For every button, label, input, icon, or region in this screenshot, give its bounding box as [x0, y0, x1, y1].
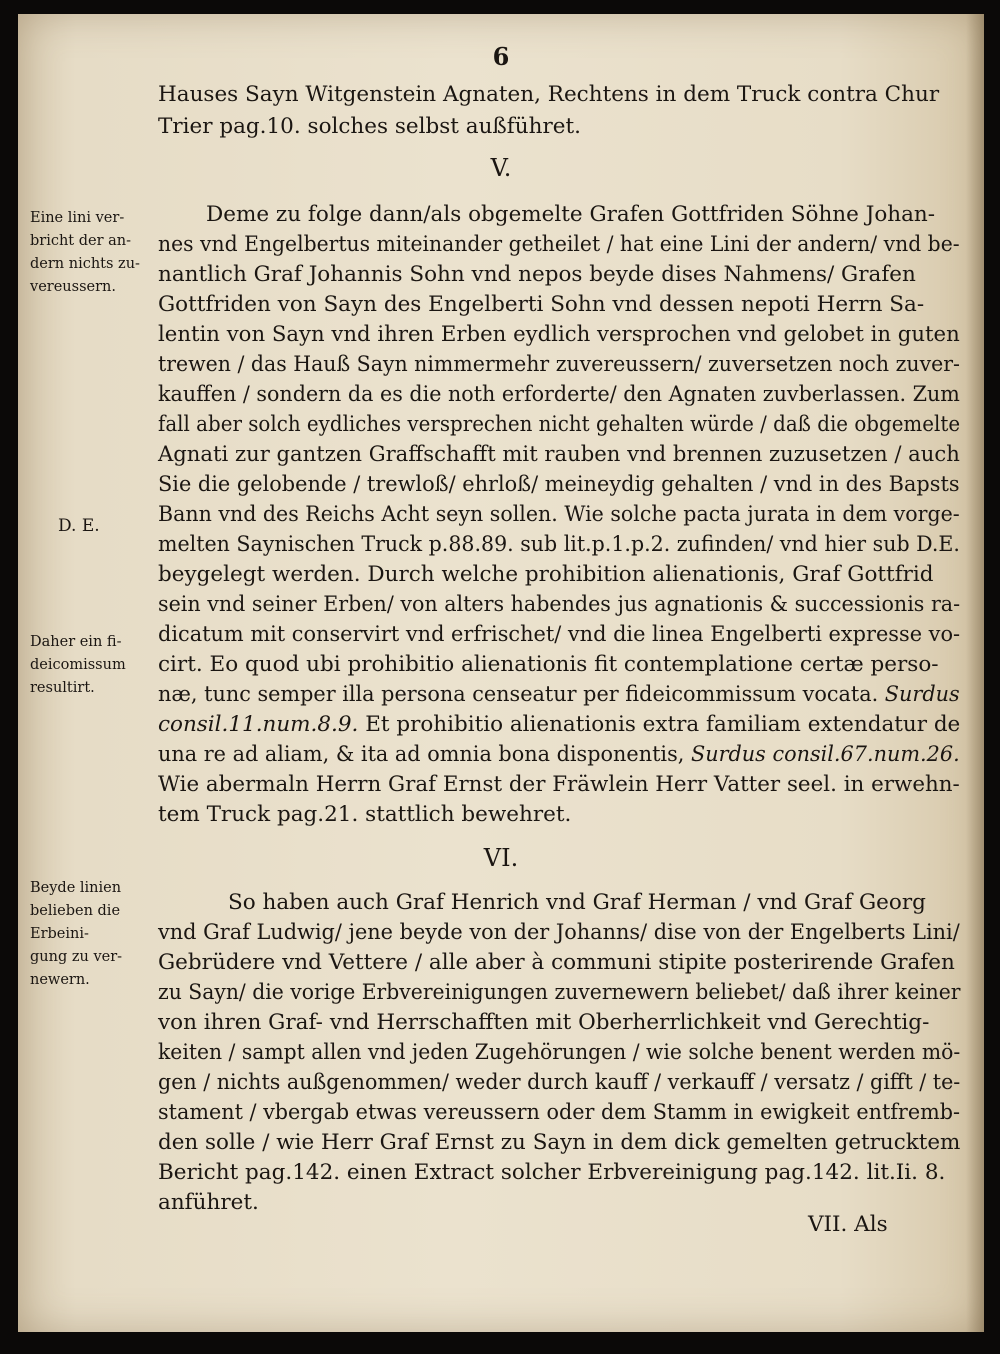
text-line: trewen / das Hauß Sayn nimmermehr zuvereussern/ zuversetzen noch zuver-	[158, 352, 960, 377]
margin-note-line: newern.	[30, 972, 90, 988]
text-line: Agnati zur gantzen Graffschafft mit rauben vnd brennen zuzusetzen / auch	[158, 442, 960, 467]
text-line: tem Truck pag.21. stattlich bewehret.	[158, 802, 572, 827]
text-line: Bericht pag.142. einen Extract solcher Erbvereinigung pag.142. lit.Ii. 8.	[158, 1160, 946, 1185]
text-line	[158, 712, 960, 737]
margin-note-line: D. E.	[58, 516, 100, 536]
text-line: den solle / wie Herr Graf Ernst zu Sayn in dem dick gemelten getrucktem	[158, 1130, 961, 1155]
text-line	[158, 682, 960, 707]
margin-note-line: gung zu ver-	[30, 949, 123, 965]
text-line: sein vnd seiner Erben/ von alters habendes jus agnationis & successionis ra-	[158, 592, 961, 617]
text-line: keiten / sampt allen vnd jeden Zugehörungen / wie solche benent werden mö-	[158, 1040, 961, 1065]
margin-note-line: resultirt.	[30, 680, 95, 696]
text-line: lentin von Sayn vnd ihren Erben eydlich versprochen vnd gelobet in guten	[158, 322, 960, 347]
text-line: beygelegt werden. Durch welche prohibition alienationis, Graf Gottfrid	[158, 562, 934, 587]
text-line: stament / vbergab etwas vereussern oder dem Stamm in ewigkeit entfremb-	[158, 1100, 961, 1125]
section-heading-vi: VI.	[483, 844, 519, 872]
text-line: So haben auch Graf Henrich vnd Graf Herman / vnd Graf Georg	[228, 890, 926, 915]
citation: Surdus consil.67.num.26.	[690, 742, 960, 767]
text-line: kauffen / sondern da es die noth erforderte/ den Agnaten zuvberlassen. Zum	[158, 382, 960, 407]
book-page	[18, 14, 984, 1332]
text-line: Gebrüdere vnd Vettere / alle aber à communi stipite posterirende Grafen	[158, 950, 955, 975]
section-heading-v: V.	[490, 154, 512, 182]
margin-note-line: bricht der an-	[30, 233, 132, 249]
text-line: nantlich Graf Johannis Sohn vnd nepos beyde dises Nahmens/ Grafen	[158, 262, 916, 287]
text-line: melten Saynischen Truck p.88.89. sub lit.p.1.p.2. zufinden/ vnd hier sub D.E.	[158, 532, 960, 557]
margin-note-line: belieben die	[30, 903, 121, 919]
citation: Surdus	[884, 682, 960, 707]
text-line: anführet.	[158, 1190, 259, 1215]
margin-note-line: vereussern.	[30, 279, 116, 295]
margin-note-line: Erbeini-	[30, 926, 89, 942]
text-segment: Et prohibitio alienationis extra familiam extendatur de	[365, 712, 961, 737]
citation: consil.11.num.8.9.	[158, 712, 359, 737]
catchword: VII. Als	[808, 1212, 888, 1237]
text-line: Sie die gelobende / trewloß/ ehrloß/ meineydig gehalten / vnd in des Bapsts	[158, 472, 960, 497]
text-line: Wie abermaln Herrn Graf Ernst der Fräwlein Herr Vatter seel. in erwehn-	[158, 772, 960, 797]
text-line: Hauses Sayn Witgenstein Agnaten, Rechtens in dem Truck contra Chur	[158, 82, 940, 107]
text-line: gen / nichts außgenommen/ weder durch kauff / verkauff / versatz / gifft / te-	[158, 1070, 961, 1095]
margin-note-line: Daher ein fi-	[30, 634, 122, 650]
page-number: 6	[492, 42, 510, 71]
margin-note-line: deicomissum	[30, 657, 126, 673]
text-line: fall aber solch eydliches versprechen nicht gehalten würde / daß die obgemelte	[158, 412, 961, 437]
text-line: zu Sayn/ die vorige Erbvereinigungen zuvernewern beliebet/ daß ihrer keiner	[158, 980, 961, 1005]
text-line: von ihren Graf- vnd Herrschafften mit Oberherrlichkeit vnd Gerechtig-	[158, 1010, 930, 1035]
text-line: vnd Graf Ludwig/ jene beyde von der Johanns/ dise von der Engelberts Lini/	[158, 920, 960, 945]
margin-note-line: dern nichts zu-	[30, 256, 140, 272]
margin-note-line: Beyde linien	[30, 880, 122, 896]
text-segment: una re ad aliam, & ita ad omnia bona disponentis,	[158, 742, 685, 767]
text-line: Deme zu folge dann/als obgemelte Grafen Gottfriden Söhne Johan-	[206, 202, 936, 227]
text-line: cirt. Eo quod ubi prohibitio alienationis fit contemplatione certæ perso-	[158, 652, 939, 677]
margin-note-line: Eine lini ver-	[30, 210, 125, 226]
text-line: dicatum mit conservirt vnd erfrischet/ vnd die linea Engelberti expresse vo-	[158, 622, 961, 647]
page-spine-shadow	[966, 14, 984, 1332]
text-segment: næ, tunc semper illa persona censeatur per fideicommissum vocata.	[158, 682, 879, 707]
text-line: Bann vnd des Reichs Acht seyn sollen. Wie solche pacta jurata in dem vorge-	[158, 502, 960, 527]
text-line: Gottfriden von Sayn des Engelberti Sohn vnd dessen nepoti Herrn Sa-	[158, 292, 925, 317]
text-line	[158, 742, 960, 767]
text-line: Trier pag.10. solches selbst außführet.	[158, 114, 581, 139]
text-line: nes vnd Engelbertus miteinander getheilet / hat eine Lini der andern/ vnd be-	[158, 232, 960, 257]
